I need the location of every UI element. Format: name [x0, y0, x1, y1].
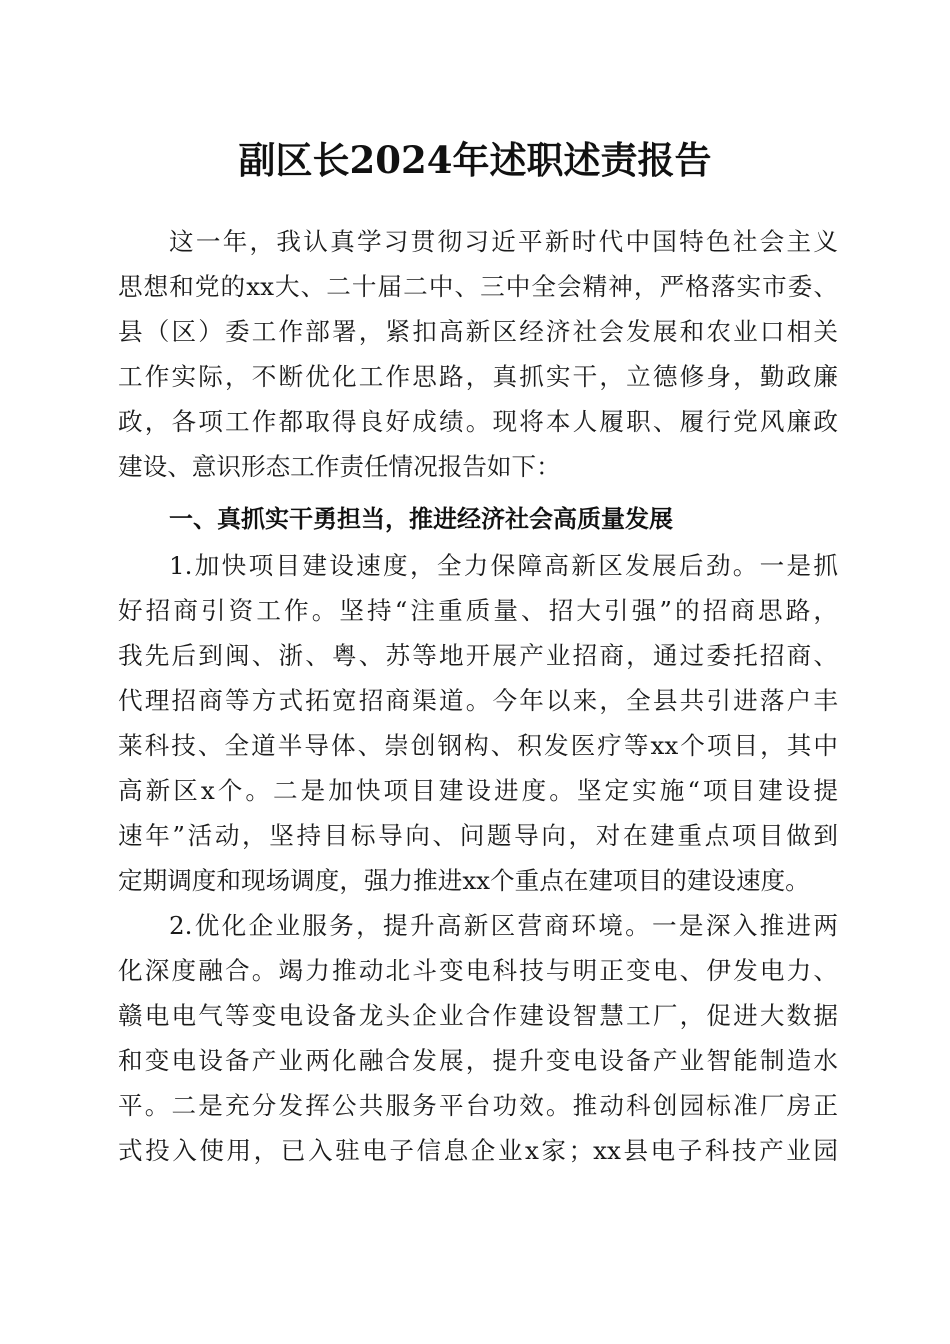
paragraph-line: 这一年，我认真学习贯彻习近平新时代中国特色社会主义	[169, 227, 838, 256]
paragraph-line: 莱科技、全道半导体、崇创钢构、积发医疗等xx个项目，其中	[118, 731, 838, 760]
paragraph-line: 和变电设备产业两化融合发展，提升变电设备产业智能制造水	[118, 1046, 838, 1075]
paragraph-line: 高新区x个。二是加快项目建设进度。坚定实施“项目建设提	[118, 776, 838, 805]
paragraph-line: 赣电电气等变电设备龙头企业合作建设智慧工厂，促进大数据	[118, 1001, 838, 1030]
paragraph-line: 县（区）委工作部署，紧扣高新区经济社会发展和农业口相关	[118, 317, 838, 346]
paragraph-line: 我先后到闽、浙、粤、苏等地开展产业招商，通过委托招商、	[118, 641, 838, 670]
paragraph-line: 1.加快项目建设速度，全力保障高新区发展后劲。一是抓	[169, 551, 838, 580]
paragraph-line: 式投入使用，已入驻电子信息企业x家；xx县电子科技产业园	[118, 1136, 838, 1165]
paragraph-line: 2.优化企业服务，提升高新区营商环境。一是深入推进两	[169, 911, 838, 940]
paragraph-line: 定期调度和现场调度，强力推进xx个重点在建项目的建设速度。	[118, 866, 810, 895]
paragraph-line: 速年”活动，坚持目标导向、问题导向，对在建重点项目做到	[118, 821, 838, 850]
paragraph-line: 化深度融合。竭力推动北斗变电科技与明正变电、伊发电力、	[118, 956, 838, 985]
section-heading: 一、真抓实干勇担当，推进经济社会高质量发展	[169, 505, 673, 533]
paragraph-line: 建设、意识形态工作责任情况报告如下：	[118, 452, 561, 481]
paragraph-line: 思想和党的xx大、二十届二中、三中全会精神，严格落实市委、	[118, 272, 838, 301]
paragraph-line: 工作实际，不断优化工作思路，真抓实干，立德修身，勤政廉	[118, 362, 838, 391]
paragraph-line: 平。二是充分发挥公共服务平台功效。推动科创园标准厂房正	[118, 1091, 838, 1120]
paragraph-line: 政，各项工作都取得良好成绩。现将本人履职、履行党风廉政	[118, 407, 838, 436]
paragraph-line: 代理招商等方式拓宽招商渠道。今年以来，全县共引进落户丰	[118, 686, 838, 715]
document-title: 副区长2024年述职述责报告	[238, 138, 712, 182]
paragraph-line: 好招商引资工作。坚持“注重质量、招大引强”的招商思路，	[118, 596, 838, 625]
